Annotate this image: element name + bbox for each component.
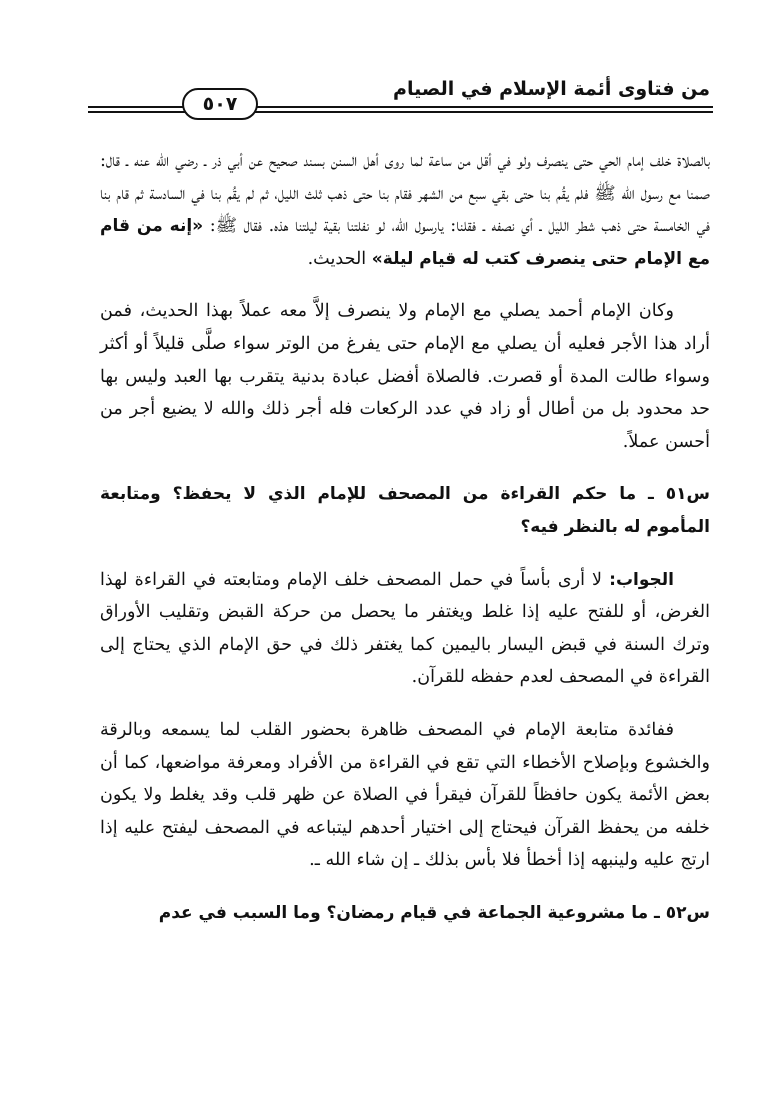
question-51: س٥١ ـ ما حكم القراءة من المصحف للإمام الذي لا يحفظ؟ ومتابعة المأموم له بالنظر فيه؟ xyxy=(100,484,710,537)
paragraph: ففائدة متابعة الإمام في المصحف ظاهرة بحضور القلب لما يسمعه وبالرقة والخشوع وبإصلاح الأخطاء التي تقع في القراءة من الأفراد ومعرفة مواضعها، كما أن بعض الأئمة يكون حافظاً للقرآن فيقرأ في الصلاة عن ظهر قلب وقد يغلط ولا يكون خلفه من يحفظ القرآن فيحتاج إلى اختيار أحدهم ليتباعه في المصحف ليفتح عليه إذا ارتج عليه ولينبهه إذا أخطأ فلا بأس بذلك ـ إن شاء الله ـ. xyxy=(100,719,710,871)
answer-text: لا أرى بأساً في حمل المصحف خلف الإمام ومتابعته في القراءة لهذا الغرض، أو للفتح عليه إذا غلط ويغتفر ما يحصل من حركة القبض وتقليب الأوراق وترك السنة في قبض اليسار باليمين كما يغتفر ذلك في حق الإمام الذي يحتاج إلى القراءة في المصحف لعدم حفظه للقرآن. xyxy=(100,569,710,688)
header-rule xyxy=(88,111,713,113)
paragraph-text: بالصلاة خلف إمام الحي حتى ينصرف ولو في أقل من ساعة لما روى أهل السنن بسند صحيح عن أبي ذر ـ رضي الله عنه ـ قال: صمنا مع رسول الله ﷺ فلم يقُم بنا حتى بقي سبع من الشهر فقام بنا حتى ذهب ثلث الليل، ثم لم يقُم بنا في السادسة ثم قام بنا في الخامسة حتى ذهب شطر الليل ـ أي نصفه ـ فقلنا: يارسول الله، لو نفلتنا بقية ليلتنا هذه. فقال ﷺ: xyxy=(100,151,710,237)
running-title: من فتاوى أئمة الإسلام في الصيام xyxy=(393,78,710,100)
paragraph-text: الحديث. xyxy=(307,248,372,269)
answer-51 xyxy=(100,564,710,694)
paragraph xyxy=(100,145,710,275)
page-body xyxy=(100,145,710,929)
page-number: ٥٠٧ xyxy=(182,88,258,120)
hadith-quote: «إنه من قام مع الإمام حتى ينصرف كتب له قيام ليلة» xyxy=(100,216,710,269)
question-52: س٥٢ ـ ما مشروعية الجماعة في قيام رمضان؟ وما السبب في عدم xyxy=(158,902,710,923)
answer-label: الجواب: xyxy=(609,569,674,590)
paragraph: وكان الإمام أحمد يصلي مع الإمام ولا ينصرف إلاَّ معه عملاً بهذا الحديث، فمن أراد هذا الأجر فعليه أن يصلي مع الإمام حتى يفرغ من الوتر سواء صلَّى قليلاً أو أكثر وسواء طالت المدة أو قصرت. فالصلاة أفضل عبادة بدنية يتقرب بها العبد وليس بها حد محدود بل من أطال أو زاد في عدد الركعات فله أجر ذلك والله لا يضيع أجر من أحسن عملاً. xyxy=(100,301,710,452)
